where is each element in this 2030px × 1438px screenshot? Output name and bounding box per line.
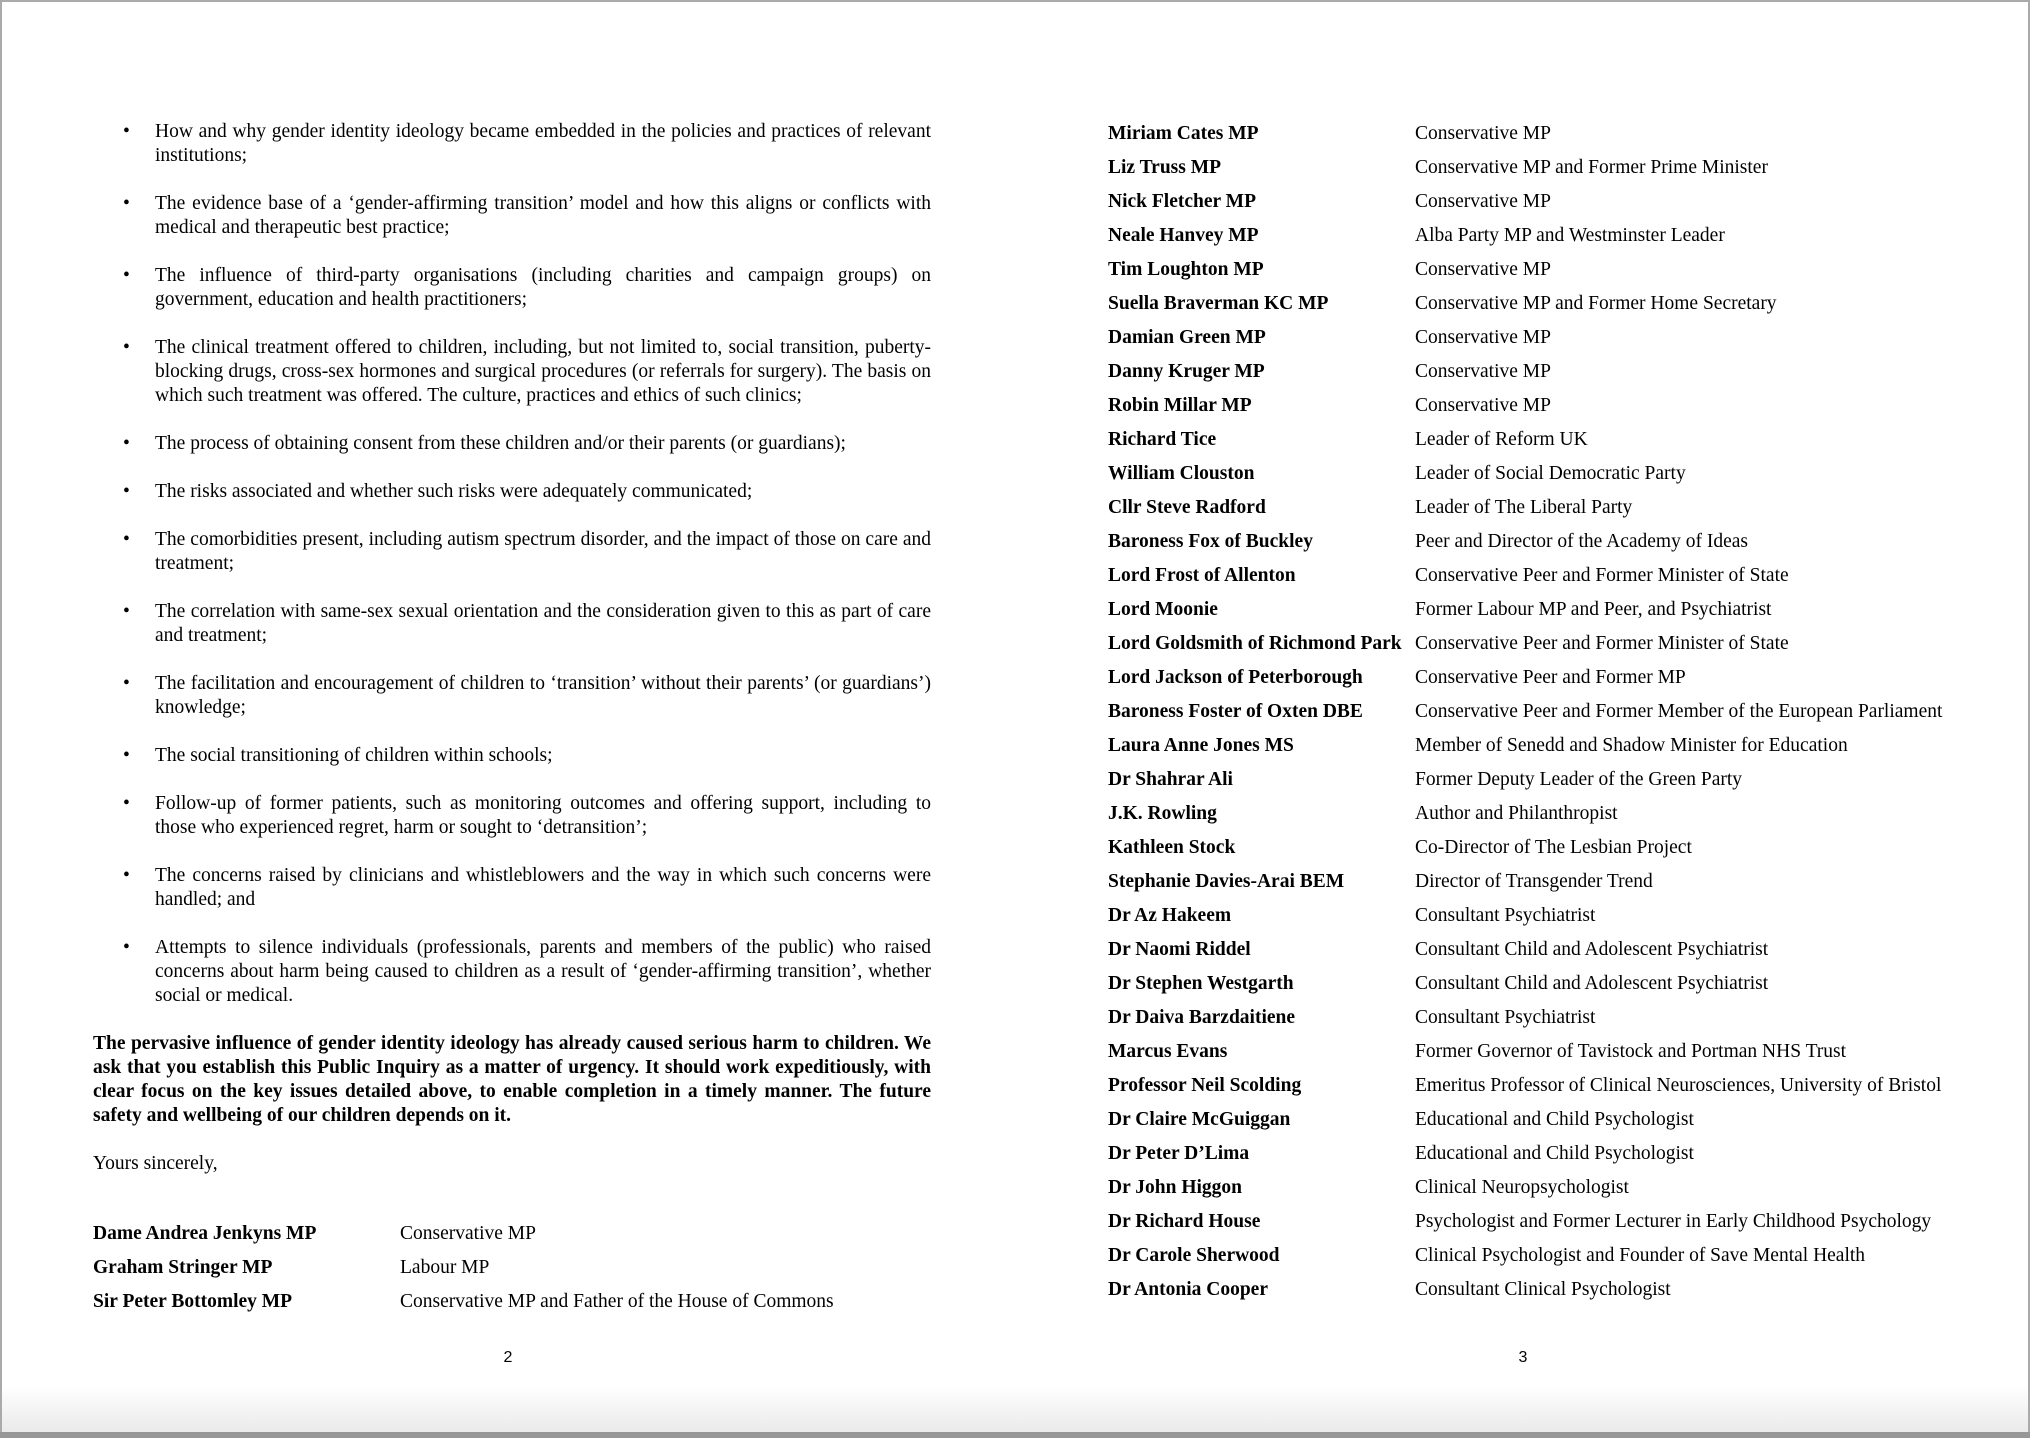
signatory-row bbox=[1108, 904, 2028, 928]
list-item bbox=[93, 528, 931, 576]
signatory-role: Conservative Peer and Former Member of the European Parliament bbox=[1415, 701, 1943, 722]
bullet-text: Follow-up of former patients, such as monitoring outcomes and offering support, including to those who experienced regret, harm or sought to ‘detransition’; bbox=[155, 793, 931, 838]
signatory-role: Conservative Peer and Former MP bbox=[1415, 667, 1686, 688]
signatory-name: Damian Green MP bbox=[1108, 327, 1266, 348]
signatory-row bbox=[1108, 292, 2028, 316]
list-item bbox=[93, 480, 931, 504]
bullet-text: The evidence base of a ‘gender-affirming transition’ model and how this aligns or conflicts with medical and therapeutic best practice; bbox=[155, 193, 931, 238]
signatories-list-left bbox=[93, 1222, 931, 1314]
signatory-name: Richard Tice bbox=[1108, 429, 1217, 450]
signatory-name: Dr Richard House bbox=[1108, 1211, 1261, 1232]
signatory-row bbox=[1108, 190, 2028, 214]
valediction: Yours sincerely, bbox=[93, 1153, 218, 1174]
signatory-role: Conservative MP bbox=[1415, 327, 1551, 348]
bullet-text: The correlation with same-sex sexual orientation and the consideration given to this as part of care and treatment; bbox=[155, 601, 931, 646]
signatory-row bbox=[1108, 1108, 2028, 1132]
bullet-text: The process of obtaining consent from these children and/or their parents (or guardians); bbox=[155, 433, 846, 454]
signatory-name: Lord Frost of Allenton bbox=[1108, 565, 1296, 586]
signatory-role: Emeritus Professor of Clinical Neurosciences, University of Bristol bbox=[1415, 1075, 1942, 1096]
list-item bbox=[93, 120, 931, 168]
signatory-role: Peer and Director of the Academy of Ideas bbox=[1415, 531, 1748, 552]
signatory-row bbox=[1108, 1074, 2028, 1098]
bullet-text: The risks associated and whether such risks were adequately communicated; bbox=[155, 481, 753, 502]
signatory-row bbox=[1108, 734, 2028, 758]
window-edge-bottom bbox=[0, 1432, 2030, 1438]
page-number-2: 2 bbox=[503, 1349, 513, 1366]
signatory-row bbox=[1108, 666, 2028, 690]
signatory-role: Clinical Neuropsychologist bbox=[1415, 1177, 1629, 1198]
signatory-name: Cllr Steve Radford bbox=[1108, 497, 1266, 518]
signatory-role: Conservative MP bbox=[1415, 123, 1551, 144]
signatory-row bbox=[1108, 1040, 2028, 1064]
signatory-role: Leader of The Liberal Party bbox=[1415, 497, 1633, 518]
page-3 bbox=[1108, 122, 2028, 1312]
signatory-name: William Clouston bbox=[1108, 463, 1255, 484]
signatory-row bbox=[1108, 258, 2028, 282]
list-item bbox=[93, 792, 931, 840]
signatory-role: Conservative Peer and Former Minister of State bbox=[1415, 633, 1789, 654]
signatory-role: Consultant Child and Adolescent Psychiatrist bbox=[1415, 939, 1769, 960]
list-item bbox=[93, 744, 931, 768]
signatory-role: Educational and Child Psychologist bbox=[1415, 1143, 1694, 1164]
bullet-text: How and why gender identity ideology became embedded in the policies and practices of relevant institutions; bbox=[155, 121, 931, 166]
signatory-row bbox=[1108, 122, 2028, 146]
signatory-role: Former Labour MP and Peer, and Psychiatrist bbox=[1415, 599, 1772, 620]
signatory-role: Conservative MP bbox=[1415, 259, 1551, 280]
signatory-role: Educational and Child Psychologist bbox=[1415, 1109, 1694, 1130]
signatory-name: Dr Shahrar Ali bbox=[1108, 769, 1233, 790]
signatory-row bbox=[93, 1290, 931, 1314]
signatory-row bbox=[1108, 156, 2028, 180]
signatory-name: Nick Fletcher MP bbox=[1108, 191, 1257, 212]
list-item bbox=[93, 192, 931, 240]
signatory-row bbox=[1108, 530, 2028, 554]
signatory-role: Former Deputy Leader of the Green Party bbox=[1415, 769, 1743, 790]
signatory-name: Graham Stringer MP bbox=[93, 1257, 273, 1278]
signatory-row bbox=[93, 1256, 931, 1280]
signatory-role: Consultant Child and Adolescent Psychiatrist bbox=[1415, 973, 1769, 994]
signatory-role: Conservative MP and Former Prime Minister bbox=[1415, 157, 1768, 178]
signatory-row bbox=[1108, 1210, 2028, 1234]
signatory-name: Tim Loughton MP bbox=[1108, 259, 1264, 280]
signatory-name: Professor Neil Scolding bbox=[1108, 1075, 1302, 1096]
signatory-role: Director of Transgender Trend bbox=[1415, 871, 1653, 892]
signatory-name: Dr Daiva Barzdaitiene bbox=[1108, 1007, 1296, 1028]
list-item bbox=[93, 864, 931, 912]
signatory-name: Baroness Fox of Buckley bbox=[1108, 531, 1313, 552]
signatory-row bbox=[1108, 768, 2028, 792]
signatory-role: Consultant Psychiatrist bbox=[1415, 905, 1596, 926]
signatory-name: Dr Carole Sherwood bbox=[1108, 1245, 1280, 1266]
signatory-row bbox=[1108, 938, 2028, 962]
signatory-name: Laura Anne Jones MS bbox=[1108, 735, 1294, 756]
signatory-role: Conservative MP bbox=[1415, 361, 1551, 382]
signatory-name: Miriam Cates MP bbox=[1108, 123, 1259, 144]
signatory-row bbox=[1108, 598, 2028, 622]
window-edge-top bbox=[0, 0, 2030, 2]
bullet-text: The concerns raised by clinicians and whistleblowers and the way in which such concerns were handled; and bbox=[155, 865, 931, 910]
signatory-row bbox=[1108, 1278, 2028, 1302]
signatory-name: Sir Peter Bottomley MP bbox=[93, 1291, 293, 1312]
signatory-name: Kathleen Stock bbox=[1108, 837, 1236, 858]
signatory-row bbox=[1108, 1006, 2028, 1030]
signatories-list-right bbox=[1108, 122, 2028, 1302]
inquiry-scope-list bbox=[93, 120, 931, 1008]
signatory-role: Conservative MP and Father of the House of Commons bbox=[400, 1291, 834, 1312]
signatory-role: Clinical Psychologist and Founder of Save Mental Health bbox=[1415, 1245, 1866, 1266]
signatory-role: Conservative MP bbox=[1415, 191, 1551, 212]
signatory-role: Consultant Psychiatrist bbox=[1415, 1007, 1596, 1028]
signatory-name: J.K. Rowling bbox=[1108, 803, 1217, 824]
signatory-role: Conservative MP bbox=[400, 1223, 536, 1244]
signatory-name: Lord Goldsmith of Richmond Park bbox=[1108, 633, 1402, 654]
list-item bbox=[93, 432, 931, 456]
signatory-role: Conservative MP and Former Home Secretary bbox=[1415, 293, 1777, 314]
signatory-row bbox=[1108, 394, 2028, 418]
signatory-row bbox=[1108, 1142, 2028, 1166]
signatory-name: Lord Moonie bbox=[1108, 599, 1218, 620]
list-item bbox=[93, 600, 931, 648]
bullet-text: The facilitation and encouragement of children to ‘transition’ without their parents’ (or guardians’) knowledge; bbox=[155, 673, 931, 718]
signatory-row bbox=[1108, 632, 2028, 656]
signatory-name: Dame Andrea Jenkyns MP bbox=[93, 1223, 317, 1244]
signatory-role: Conservative MP bbox=[1415, 395, 1551, 416]
signatory-row bbox=[93, 1222, 931, 1246]
signatory-name: Dr Claire McGuiggan bbox=[1108, 1109, 1291, 1130]
signatory-role: Former Governor of Tavistock and Portman NHS Trust bbox=[1415, 1041, 1847, 1062]
signatory-name: Marcus Evans bbox=[1108, 1041, 1228, 1062]
signatory-role: Member of Senedd and Shadow Minister for Education bbox=[1415, 735, 1848, 756]
list-item bbox=[93, 264, 931, 312]
bullet-text: The clinical treatment offered to children, including, but not limited to, social transition, puberty-blocking drugs, cross-sex hormones and surgical procedures (or referrals for surgery). The basis on which such treatment was offered. The culture, practices and ethics of such clinics; bbox=[155, 337, 931, 406]
signatory-row bbox=[1108, 462, 2028, 486]
signatory-role: Consultant Clinical Psychologist bbox=[1415, 1279, 1671, 1300]
signatory-name: Stephanie Davies-Arai BEM bbox=[1108, 871, 1345, 892]
list-item bbox=[93, 936, 931, 1008]
signatory-name: Dr Peter D’Lima bbox=[1108, 1143, 1250, 1164]
signatory-role: Co-Director of The Lesbian Project bbox=[1415, 837, 1692, 858]
signatory-role: Labour MP bbox=[400, 1257, 490, 1278]
signatory-row bbox=[1108, 1176, 2028, 1200]
page-bottom-shadow bbox=[2, 1386, 2028, 1432]
signatory-role: Conservative Peer and Former Minister of State bbox=[1415, 565, 1789, 586]
bullet-text: The comorbidities present, including autism spectrum disorder, and the impact of those on care and treatment; bbox=[155, 529, 931, 574]
signatory-row bbox=[1108, 700, 2028, 724]
closing-paragraph: The pervasive influence of gender identity ideology has already caused serious harm to children. We ask that you establish this Public Inquiry as a matter of urgency. It should work expeditiously, with clear focus on the key issues detailed above, to enable completion in a timely manner. The future safety and wellbeing of our children depends on it. bbox=[93, 1033, 931, 1126]
signatory-row bbox=[1108, 870, 2028, 894]
page-number-3: 3 bbox=[1518, 1349, 1528, 1366]
signatory-role: Psychologist and Former Lecturer in Early Childhood Psychology bbox=[1415, 1211, 1932, 1232]
signatory-name: Danny Kruger MP bbox=[1108, 361, 1265, 382]
signatory-row bbox=[1108, 836, 2028, 860]
bullet-text: The influence of third-party organisations (including charities and campaign groups) on government, education and health practitioners; bbox=[155, 265, 931, 310]
signatory-row bbox=[1108, 972, 2028, 996]
signatory-row bbox=[1108, 360, 2028, 384]
signatory-name: Neale Hanvey MP bbox=[1108, 225, 1259, 246]
window-edge-left bbox=[0, 0, 2, 1438]
bullet-text: The social transitioning of children within schools; bbox=[155, 745, 553, 766]
signatory-role: Leader of Reform UK bbox=[1415, 429, 1588, 450]
signatory-row bbox=[1108, 428, 2028, 452]
page-2 bbox=[93, 120, 931, 1324]
signatory-role: Alba Party MP and Westminster Leader bbox=[1415, 225, 1725, 246]
signatory-row bbox=[1108, 802, 2028, 826]
signatory-row bbox=[1108, 224, 2028, 248]
signatory-name: Liz Truss MP bbox=[1108, 157, 1222, 178]
signatory-row bbox=[1108, 496, 2028, 520]
signatory-row bbox=[1108, 564, 2028, 588]
bullet-text: Attempts to silence individuals (professionals, parents and members of the public) who raised concerns about harm being caused to children as a result of ‘gender-affirming transition’, whether social or medical. bbox=[155, 937, 931, 1006]
signatory-name: Baroness Foster of Oxten DBE bbox=[1108, 701, 1363, 722]
signatory-name: Lord Jackson of Peterborough bbox=[1108, 667, 1363, 688]
list-item bbox=[93, 672, 931, 720]
signatory-row bbox=[1108, 1244, 2028, 1268]
signatory-name: Suella Braverman KC MP bbox=[1108, 293, 1329, 314]
signatory-name: Dr Stephen Westgarth bbox=[1108, 973, 1294, 994]
signatory-name: Dr Antonia Cooper bbox=[1108, 1279, 1268, 1300]
signatory-name: Dr Naomi Riddel bbox=[1108, 939, 1251, 960]
signatory-role: Author and Philanthropist bbox=[1415, 803, 1618, 824]
list-item bbox=[93, 336, 931, 408]
signatory-name: Dr Az Hakeem bbox=[1108, 905, 1232, 926]
signatory-name: Dr John Higgon bbox=[1108, 1177, 1243, 1198]
signatory-name: Robin Millar MP bbox=[1108, 395, 1252, 416]
signatory-row bbox=[1108, 326, 2028, 350]
signatory-role: Leader of Social Democratic Party bbox=[1415, 463, 1686, 484]
